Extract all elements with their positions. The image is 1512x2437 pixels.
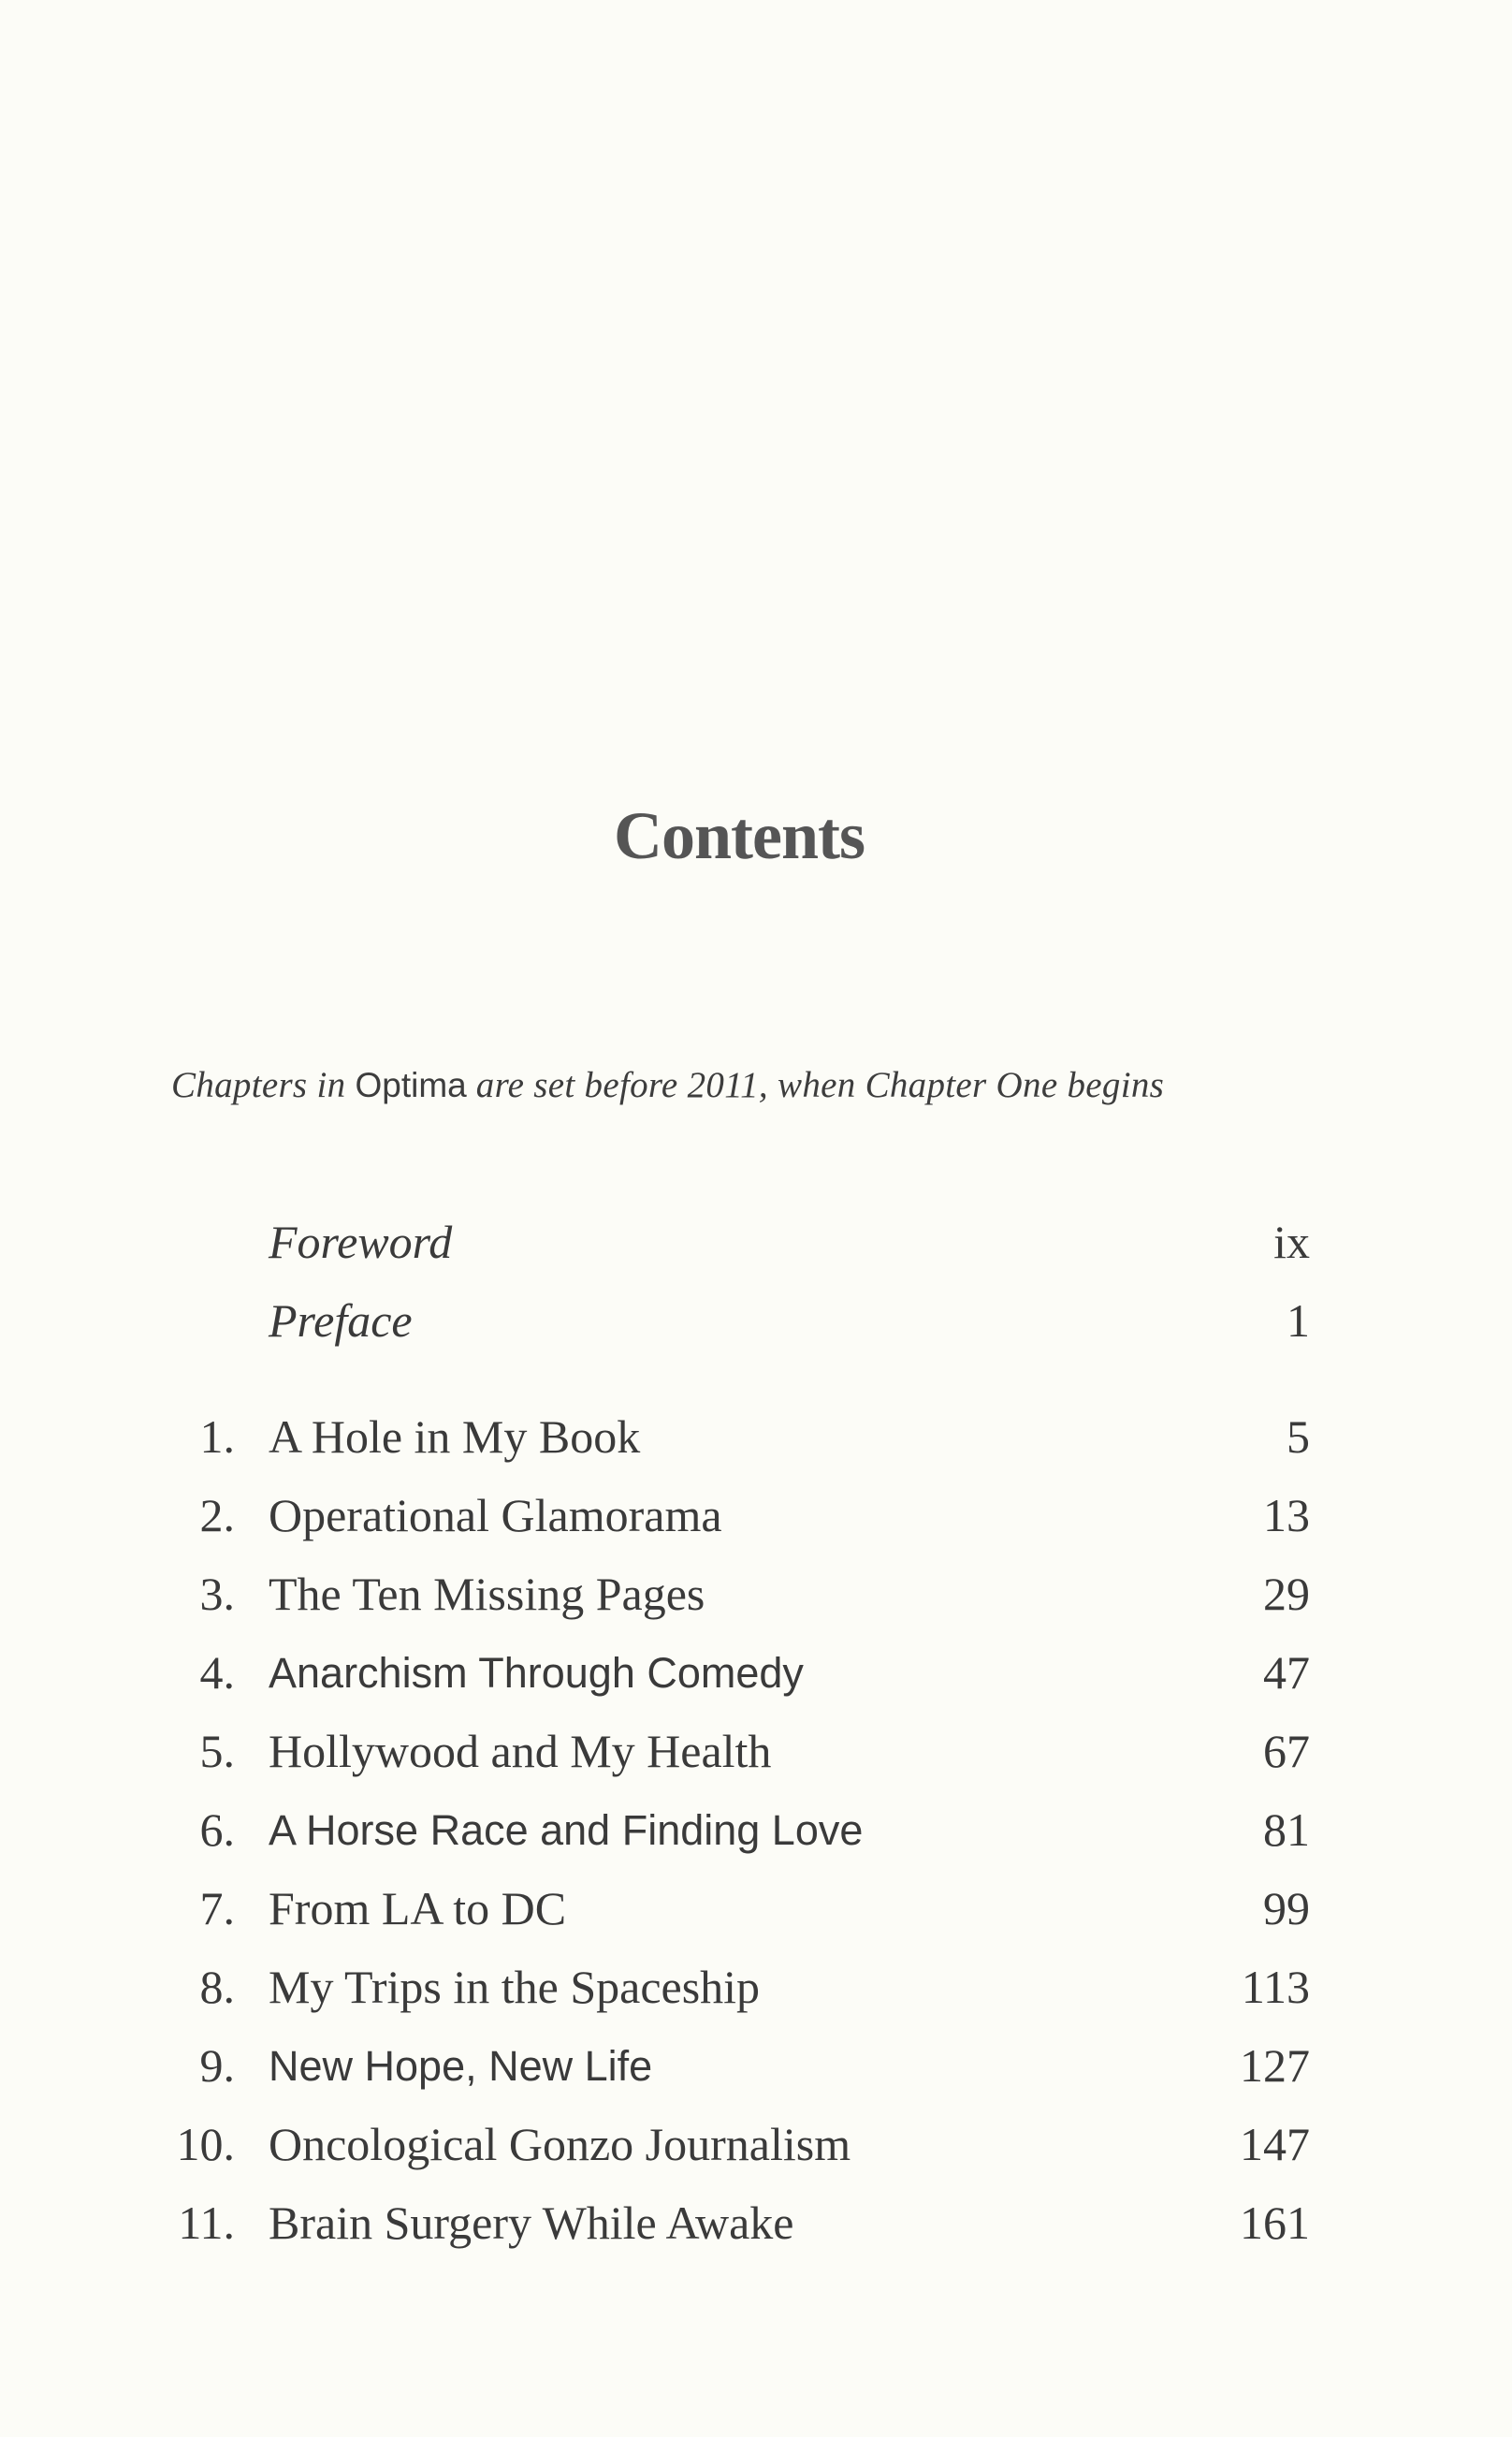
toc-entry-page: ix [1273, 1216, 1310, 1268]
toc-entry-chapter [0, 1960, 1512, 2025]
toc-entry-page: 47 [1263, 1646, 1310, 1699]
page-title: Contents [613, 798, 865, 873]
toc-entry-title: Preface [269, 1294, 413, 1347]
toc-entry-title: Hollywood and My Health [269, 1725, 772, 1777]
toc-entry-title: Anarchism Through Comedy [269, 1649, 804, 1697]
toc-entry-preface [0, 1293, 1512, 1359]
toc-entry-chapter [0, 1881, 1512, 1947]
toc-entry-title: A Horse Race and Finding Love [269, 1806, 864, 1854]
toc-entry-page: 147 [1240, 2118, 1310, 2170]
toc-entry-chapter [0, 2117, 1512, 2182]
toc-entry-chapter [0, 1724, 1512, 1789]
toc-entry-page: 67 [1263, 1725, 1310, 1777]
toc-entry-page: 113 [1241, 1961, 1310, 2013]
toc-entry-page: 81 [1263, 1803, 1310, 1856]
toc-entry-number: 5. [199, 1725, 235, 1777]
toc-entry-page: 29 [1263, 1568, 1310, 1620]
toc-entry-number: 6. [199, 1803, 235, 1856]
toc-entry-title: Brain Surgery While Awake [269, 2196, 794, 2249]
toc-entry-title: From LA to DC [269, 1882, 567, 1934]
toc-entry-title: A Hole in My Book [269, 1410, 641, 1463]
toc-entry-page: 127 [1240, 2039, 1310, 2092]
toc-entry-number: 1. [199, 1410, 235, 1463]
toc-entry-chapter [0, 1488, 1512, 1554]
toc-entry-number: 4. [199, 1646, 235, 1699]
font-note [171, 1064, 1313, 1106]
toc-entry-number: 9. [199, 2039, 235, 2092]
toc-entry-number: 10. [176, 2118, 235, 2170]
toc-entry-chapter [0, 1645, 1512, 1711]
toc-entry-chapter [0, 1567, 1512, 1632]
toc-entry-chapter [0, 1409, 1512, 1475]
toc-entry-number: 11. [178, 2196, 235, 2249]
toc-entry-number: 2. [199, 1489, 235, 1541]
font-note-before: Chapters in [171, 1065, 346, 1105]
toc-entry-title: Operational Glamorama [269, 1489, 722, 1541]
toc-entry-page: 5 [1287, 1410, 1310, 1463]
toc-entry-number: 8. [199, 1961, 235, 2013]
toc-entry-number: 3. [199, 1568, 235, 1620]
font-note-font-name: Optima [355, 1066, 467, 1104]
toc-entry-number: 7. [199, 1882, 235, 1934]
toc-entry-foreword [0, 1215, 1512, 1280]
toc-entry-page: 161 [1240, 2196, 1310, 2249]
toc-entry-chapter [0, 1802, 1512, 1868]
toc-entry-title: My Trips in the Spaceship [269, 1961, 761, 2013]
toc-entry-page: 1 [1287, 1294, 1310, 1347]
toc-entry-chapter [0, 2038, 1512, 2104]
toc-entry-title: New Hope, New Life [269, 2042, 653, 2090]
toc-entry-page: 13 [1263, 1489, 1310, 1541]
toc-entry-chapter [0, 2196, 1512, 2261]
toc-entry-title: The Ten Missing Pages [269, 1568, 705, 1620]
font-note-after: are set before 2011, when Chapter One begins [475, 1065, 1165, 1105]
toc-entry-title: Foreword [269, 1216, 453, 1268]
toc-entry-title: Oncological Gonzo Journalism [269, 2118, 851, 2170]
toc-entry-page: 99 [1263, 1882, 1310, 1934]
